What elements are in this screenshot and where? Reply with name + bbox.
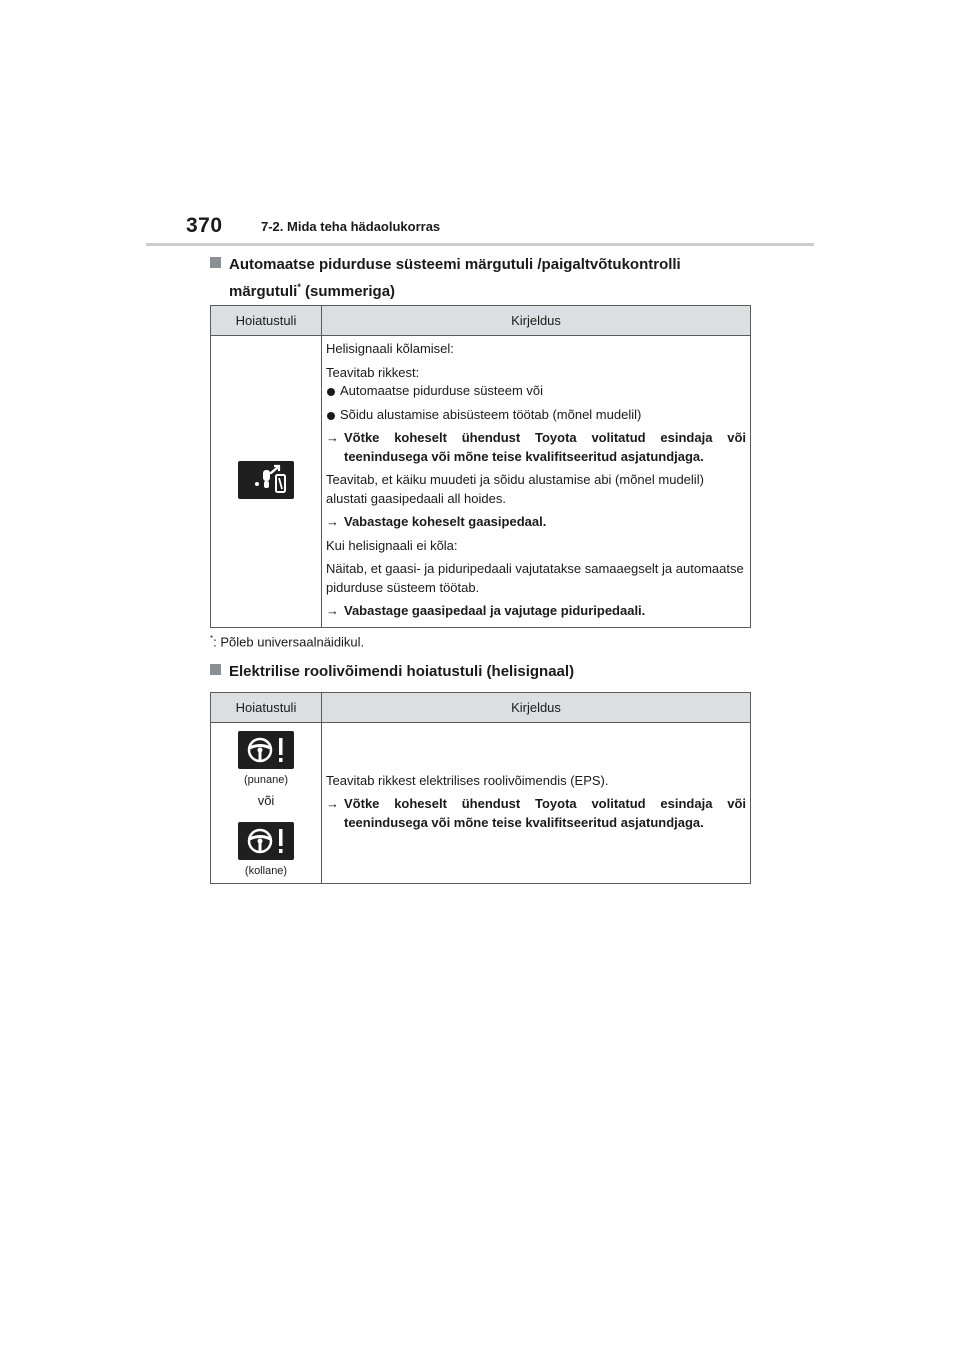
instruction: → Võtke koheselt ühendust Toyota volitatud esindaja või teenindusega või mõne teise kvalifitseeritud asjatundjaga. [326,430,746,464]
steering-warning-icon [238,731,294,769]
table-header-col1: Hoiatustuli [211,693,322,723]
warning-table-2 [210,692,751,884]
arrow-icon: → [326,796,339,812]
or-label: või [257,793,275,808]
color-label-yellow: (kollane) [244,865,288,877]
page-number: 370 [186,214,223,237]
list-item: Sõidu alustamise abisüsteem töötab (mõnel mudelil) [326,406,746,425]
arrow-icon: → [326,514,339,529]
table-row [211,336,751,628]
section2-heading: Elektrilise roolivõimendi hoiatustuli (helisignaal) [210,661,574,683]
arrow-icon: → [326,430,339,445]
description-cell: Teavitab rikkest elektrilises roolivõimendis (EPS). → Võtke koheselt ühendust Toyota volitatud esindaja või teenindusega või mõne teise kvalifitseeritud asjatundjaga. [322,723,751,884]
header-rule [146,243,814,246]
table-header-col2: Kirjeldus [322,693,751,723]
instruction: → Võtke koheselt ühendust Toyota volitatud esindaja või teenindusega või mõne teise kvalifitseeritud asjatundjaga. [326,796,746,830]
instruction: → Vabastage koheselt gaasipedaal. [326,513,746,532]
section-title: 7-2. Mida teha hädaolukorras [261,219,441,234]
table-row [211,723,751,884]
footnote: *: Põleb universaalnäidikul. [210,634,365,650]
heading-square-icon [210,257,221,268]
instruction: → Vabastage gaasipedaal ja vajutage piduripedaali. [326,602,746,621]
icon-cell [211,336,322,628]
warning-table-1 [210,305,751,628]
table-header-col2: Kirjeldus [322,306,751,336]
steering-warning-icon [238,822,294,860]
color-label-red: (punane) [243,774,289,786]
icon-cell [211,723,322,884]
list-item: Automaatse pidurduse süsteem või [326,382,746,401]
arrow-icon: → [326,603,339,618]
auto-brake-hold-icon [238,461,294,499]
heading-square-icon [210,664,221,675]
table-header-col1: Hoiatustuli [211,306,322,336]
description-cell: Helisignaali kõlamisel: Teavitab rikkest: Automaatse pidurduse süsteem või Sõidu alustamise abisüsteem töötab (mõnel mudelil) → Võtke koheselt ühendust Toyota volitatud esindaja või teenindusega või mõne teise kvalifitseeritud asjatundjaga. Teavitab, et käiku muudeti ja sõidu alustamise abi (mõnel mudelil) alustati gaasipedaali all hoides. → Vabastage koheselt gaasipedaal. Kui helisignaali ei kõla: Näitab, et gaasi- ja piduripedaali vajutatakse samaaegselt ja automaatse pidurduse süsteem töötab. → Vabastage gaasipedaal ja vajutage piduripedaali. [322,336,751,628]
section1-heading: Automaatse pidurduse süsteemi märgutuli /paigaltvõtukontrolli märgutuli* (summeriga) [210,254,681,303]
